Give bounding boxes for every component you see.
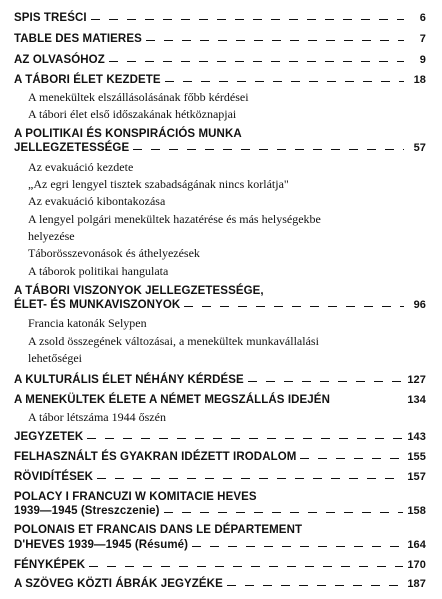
toc-subentry-text: Az evakuáció kibontakozása bbox=[28, 194, 166, 208]
toc-subentry-text: A tábori élet első időszakának hétköznapjai bbox=[28, 107, 237, 121]
leader-dashes bbox=[97, 478, 403, 479]
toc-entry-tabori-elet-kezdete bbox=[14, 74, 426, 86]
toc-entry-page: 18 bbox=[413, 74, 426, 86]
toc-entry-page: 7 bbox=[419, 33, 426, 45]
toc-subentry bbox=[14, 160, 426, 175]
toc-subentry-text: helyezése bbox=[28, 229, 75, 243]
toc-entry-page: 134 bbox=[407, 394, 426, 406]
toc-entry-page: 155 bbox=[407, 451, 426, 463]
toc-entry-jegyzetek bbox=[14, 431, 426, 443]
leader-dashes bbox=[300, 458, 403, 459]
toc-entry-title: FELHASZNÁLT ÉS GYAKRAN IDÉZETT IRODALOM bbox=[14, 451, 297, 463]
toc-entry-streszczenie bbox=[14, 505, 426, 517]
toc-subentry bbox=[14, 316, 426, 331]
toc-subentry bbox=[14, 410, 426, 425]
toc-subentry bbox=[14, 90, 426, 105]
toc-entry-title: RÖVIDÍTÉSEK bbox=[14, 471, 94, 483]
leader-dashes bbox=[334, 401, 403, 402]
toc-subentry bbox=[14, 107, 426, 122]
toc-subentry bbox=[14, 334, 426, 349]
leader-dashes bbox=[227, 585, 403, 586]
toc-subentry bbox=[14, 229, 426, 244]
leader-dashes bbox=[165, 81, 404, 82]
toc-entry-page: 164 bbox=[407, 539, 426, 551]
toc-subentry bbox=[14, 264, 426, 279]
toc-subentry bbox=[14, 212, 426, 227]
toc-entry-felhasznalt-irodalom bbox=[14, 451, 426, 463]
toc-entry-resume bbox=[14, 539, 426, 551]
toc-subentry bbox=[14, 351, 426, 366]
leader-dashes bbox=[146, 40, 404, 41]
toc-subentry-text: lehetőségei bbox=[28, 351, 82, 365]
leader-dashes bbox=[248, 381, 404, 382]
leader-dashes bbox=[89, 566, 403, 567]
toc-entry-nemet-megszallas bbox=[14, 394, 426, 406]
toc-subentry-text: Az evakuáció kezdete bbox=[28, 160, 134, 174]
toc-entry-table-des-matieres bbox=[14, 33, 426, 45]
toc-entry-page: 187 bbox=[407, 578, 426, 590]
toc-entry-page: 9 bbox=[419, 54, 426, 66]
toc-subentry-text: A menekültek elszállásolásának főbb kérdései bbox=[28, 90, 249, 104]
toc-entry-polacy bbox=[14, 491, 426, 503]
toc-entry-politikai bbox=[14, 128, 426, 140]
toc-subentry bbox=[14, 246, 426, 261]
toc-subentry-text: Táborösszevonások és áthelyezések bbox=[28, 246, 200, 260]
toc-entry-az-olvasohoz bbox=[14, 54, 426, 66]
toc-entry-title: D'HEVES 1939—1945 (Résumé) bbox=[14, 539, 189, 551]
toc-subentry bbox=[14, 194, 426, 209]
toc-subentry-text: „Az egri lengyel tisztek szabadságának nincs korlátja" bbox=[28, 177, 289, 191]
toc-subentry-text: Francia katonák Selypen bbox=[28, 316, 147, 330]
toc-entry-page: 143 bbox=[407, 431, 426, 443]
toc-entry-page: 127 bbox=[407, 374, 426, 386]
toc-entry-tabori-viszonyok bbox=[14, 285, 426, 297]
toc-entry-title: A MENEKÜLTEK ÉLETE A NÉMET MEGSZÁLLÁS IDEJÉN bbox=[14, 394, 330, 406]
toc-entry-title: AZ OLVASÓHOZ bbox=[14, 54, 105, 66]
toc-entry-page: 57 bbox=[413, 142, 426, 154]
toc-entry-roviditesek bbox=[14, 471, 426, 483]
toc-entry-title: ÉLET- ÉS MUNKAVISZONYOK bbox=[14, 299, 181, 311]
leader-dashes bbox=[91, 19, 404, 20]
toc-entry-polonais bbox=[14, 524, 426, 536]
toc-entry-kulturalis-elet bbox=[14, 374, 426, 386]
toc-entry-spis-tresci bbox=[14, 12, 426, 24]
toc-entry-page: 6 bbox=[419, 12, 426, 24]
leader-dashes bbox=[133, 149, 404, 150]
toc-entry-title: SPIS TREŚCI bbox=[14, 12, 87, 24]
leader-dashes bbox=[184, 306, 404, 307]
toc-subentry-text: A lengyel polgári menekültek hazatérése és más helységekbe bbox=[28, 212, 321, 226]
toc-entry-title: TABLE DES MATIERES bbox=[14, 33, 142, 45]
toc-entry-page: 170 bbox=[407, 559, 426, 571]
leader-dashes bbox=[109, 61, 404, 62]
leader-dashes bbox=[164, 512, 404, 513]
toc-entry-title: POLACY I FRANCUZI W KOMITACIE HEVES bbox=[14, 491, 257, 503]
toc-entry-page: 158 bbox=[407, 505, 426, 517]
toc-entry-page: 96 bbox=[413, 299, 426, 311]
toc-entry-title: JEGYZETEK bbox=[14, 431, 84, 443]
toc-entry-jellegzetessege bbox=[14, 142, 426, 154]
toc-entry-title: JELLEGZETESSÉGE bbox=[14, 142, 130, 154]
toc-subentry-text: A zsold összegének változásai, a menekültek munkavállalási bbox=[28, 334, 319, 348]
toc-entry-title: 1939—1945 (Streszczenie) bbox=[14, 505, 160, 517]
leader-dashes bbox=[87, 438, 403, 439]
toc-subentry bbox=[14, 177, 426, 192]
toc-entry-fenykepek bbox=[14, 559, 426, 571]
toc-entry-title: A TÁBORI VISZONYOK JELLEGZETESSÉGE, bbox=[14, 285, 264, 297]
leader-dashes bbox=[192, 546, 403, 547]
toc-entry-title: A KULTURÁLIS ÉLET NÉHÁNY KÉRDÉSE bbox=[14, 374, 244, 386]
toc-subentry-text: A tábor létszáma 1944 őszén bbox=[28, 410, 166, 424]
toc-subentry-text: A táborok politikai hangulata bbox=[28, 264, 169, 278]
toc-entry-elet-munkaviszonyok bbox=[14, 299, 426, 311]
toc-entry-abrak-jegyzeke bbox=[14, 578, 426, 590]
toc-entry-title: A SZÖVEG KÖZTI ÁBRÁK JEGYZÉKE bbox=[14, 578, 223, 590]
toc-entry-page: 157 bbox=[407, 471, 426, 483]
toc-entry-title: A POLITIKAI ÉS KONSPIRÁCIÓS MUNKA bbox=[14, 128, 242, 140]
toc-entry-title: POLONAIS ET FRANCAIS DANS LE DÉPARTEMENT bbox=[14, 524, 303, 536]
toc-entry-title: FÉNYKÉPEK bbox=[14, 559, 86, 571]
toc-entry-title: A TÁBORI ÉLET KEZDETE bbox=[14, 74, 161, 86]
